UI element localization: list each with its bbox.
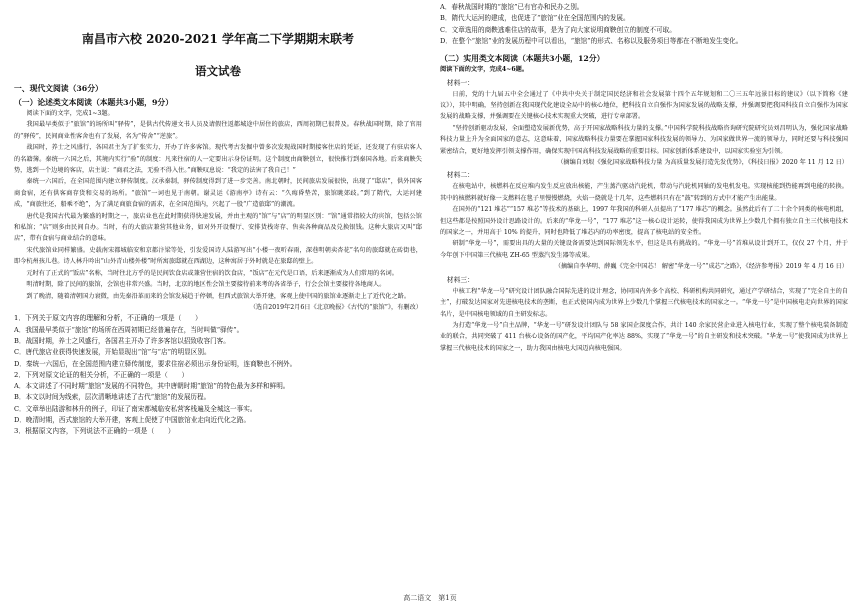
passage-paragraph: 我国最早类似于“旅馆”的场所叫“驿传”，是供古代传递文书人员及请假往返都城途中居住的旅店，西周初期已很普及。春秋战国时期，除了官用的“驿传”，民间商业性客舍也有了发展，名为“传舍”“逆旅”。	[14, 121, 422, 140]
material-paragraph: 日前，党的十九届五中全会通过了《中共中央关于制定国民经济和社会发展第十四个五年规划和二〇三五年远景目标的建议》（以下简称《建议》），其中明确，坚持创新在我国现代化建设全局中的核心地位，把科技自立自强作为国家发展的战略支撑，并强调要把我国科技自立自强作为国家发展的战略支撑，并强调要在关键核心技术实现重大突破，进行专章部署。	[440, 90, 848, 121]
question-1: 1．下列关于原文内容的理解和分析，不正确的一项是（ ）	[14, 314, 202, 323]
passage-paragraph: 唐代是我国古代最为繁盛的时期之一，旅店业也在此时期获得快速发展，并由主观的“馆”与“店”的明显区别：“馆”通常指较大的宾馆，包括公馆和私馆；“店”则多由民间自办。当时，有的大旅店兼营其他业务，如对外开设餐厅、安排货栈寄存、售卖各种商品及兑换银钱。这种大旅店又叫“邸店”，带有食宿与商业结合的意味。	[14, 212, 422, 243]
q2-option-d: D．晚清时期，西式旅馆的大举开建，客观上促使了中国旅馆业走向近代化之路。	[14, 415, 251, 424]
part2-instruction: 阅读下面的文字，完成4~6题。	[440, 66, 529, 74]
q1-option-a: A．我国最早类似于“旅馆”的场所在西周初期已经普遍存在，当时叫做“驿传”。	[14, 325, 244, 334]
page-footer: 高二语文 第1页	[403, 594, 457, 602]
material-1-label: 材料一：	[446, 78, 474, 87]
q1-option-b: B．战国时期，养士之风盛行，各国君主开办了许多客馆以招致收容门客。	[14, 336, 230, 345]
passage-paragraph: 秦统一六国后，在全国范围内建立驿传制度。汉承秦制，驿传制度得到了进一步完善。南北朝时，民间旅店发展很快，出现了“邸店”，供外国客商食宿，还有供客商存货和交易的场所。“旅馆”一词也见于南朝。谢灵运《游南亭》诗有云：“久痗昏垫苦，旅馆眺郊歧。”到了隋代，大运河建成，“商旅往还，船乘不绝”，为了满足商旅食宿的需求，在全国范围内，兴起了一股“广造旅邸”的潮流。	[14, 178, 422, 209]
material-paragraph: 研制“华龙一号”，需要出具的大量的关键设备需要达到国际领先水平，但这是具有挑战的。“华龙一号”首堆从设计到开工，仅仅 27 个月，并于今年创下中国第三代核电 ZH-65 型蒸汽发生器等成果。	[440, 240, 848, 259]
material-paragraph: “坚持创新驱动发展，全面塑造发展新优势，高于开国家战略科技力量的支撑。”中国科学院科技战略咨询研究院研究员刘昌明认为，强化国家战略科技力量上升为全面国家的意志，这意味着，国家战略科技力量要在掌握国家科技发展的领导力、为国家做世界一流的领导力，同时还要与科技强国紧密结合，更好地发挥引领支撑作用，确保实现中国高科技发展战略的重要目标。国家创新体系建设中，以国家实验室为引领。	[440, 124, 848, 155]
part1-heading: （一）论述类文本阅读（本题共3小题，9分）	[14, 98, 173, 107]
material-paragraph: 在核电站中，核燃料在反应堆内发生反应放出核能，产生蒸汽驱动汽轮机，带动与汽轮机同轴的发电机发电。实现核能到热能再到电能的转换。其中的核燃料就好像一支燃料在毯子里慢慢燃烧，火焰一烧就是十几年，这些燃料只有在“鼓”转到的方式中才能产生出能量。	[440, 183, 848, 202]
part1-instruction: 阅读下面的文字，完成1~3题。	[26, 110, 114, 117]
material-2-label: 材料二：	[446, 171, 474, 180]
passage-paragraph: 到了晚清，随着清朝国力衰微，由先秦沿革而来的会馆发展趋于停顿，但西式旅馆大举开建，客观上使中国的旅馆业逐渐走上了近代化之路。	[26, 292, 411, 300]
passage-paragraph: 明清时期，除了民间的旅馆，会馆也非常兴盛。当时，北京的地区性会馆主要接待前来考的各省举子，行会会馆主要接待各地商人。	[26, 281, 386, 289]
passage-source: （选自2019年2月6日《北京晚报》《古代的“旅馆”》，有删改）	[249, 303, 422, 311]
material-paragraph: 中核工程“华龙一号”研究设计团队融合国际先进的设计理念，协同国内外多个高校、科研机构共同研究，通过产学研结合，实现了“完全自主的自主”，打破发达国家对先进核电技术的垄断，也正式使国内成为世界上少数几个掌握三代核电技术的国家之一。“华龙一号”是中国核电走向世界的国家名片，是中国核电领域的自主研发标志。	[440, 287, 848, 318]
material-2-source: （摘编自李华明、薛巍《完全中国芯！ 解密“华龙一号”“成芯”之路》，《经济参考报》2019 年 4 月 16 日）	[554, 263, 848, 271]
question-3: 3．根据原文内容，下列说法不正确的一项是（ ）	[14, 427, 175, 436]
material-3-label: 材料三：	[446, 275, 474, 284]
q2-option-c: C．文章举出陆游和林升的例子，印证了南宋都城临安私营客栈遍及全城这一事实。	[14, 404, 257, 413]
q1-option-d: D．秦统一六国后，在全国范围内建立驿传制度，要求住宿必须出示身份证明，连商鞅也不例外。	[14, 359, 297, 368]
q3-option-c: C．文章选用的商鞅逃难住店的故事，是为了向大家说明商鞅创立的制度不可取。	[440, 25, 676, 34]
material-paragraph: 在国外的“121 堆芯”“157 堆芯”等技术的基础上，1997 年我国的科研人员提出了“177 堆芯”的概念。虽然此后有了二十余个同类的核电机组，但这些都是按照国外设计思路设计的。后来的“华龙一号”，“177 堆芯”这一核心设计运转，使得我国成为世界上少数几个拥有独立自主三代核电技术的国家之一，并用高于 10% 的提升，同时也降低了堆芯内的功率密度，提高了核电站的安全性。	[440, 206, 848, 237]
exam-title: 南昌市六校 2020-2021 学年高二下学期期末联考	[81, 32, 355, 46]
exam-subtitle: 语文试卷	[195, 64, 241, 78]
q1-option-c: C．唐代旅店业获得快速发展，开始显现出“馆”与“店”的明显区别。	[14, 348, 211, 357]
left-column	[14, 0, 422, 600]
question-2: 2．下列对原文论证的相关分析，不正确的一项是（ ）	[14, 370, 189, 379]
q2-option-b: B．本文以时间为线索，层次清晰地讲述了古代“旅馆”的发展历程。	[14, 393, 211, 402]
q2-option-a: A．本文讲述了不同时期“旅馆”发展的不同特色，其中唐朝时期“旅馆”的特色最为多样和鲜明。	[14, 382, 290, 391]
passage-paragraph: 元时有了正式的“饭店”名称，当时往北方乎的是民间饮食店或兼营住宿的饮食店，“饭店”在元代是口语，后来逐渐成为人们常用的名词。	[26, 269, 398, 277]
passage-paragraph: 宋代旅馆业同样繁盛。史载南宋都城临安和京都汴梁等处，引发爱国诗人陆游写出“小楼一夜听春雨，深巷明朝卖杏花”名句的旅邸就在砖街巷，即今杭州孩儿巷。诗人林升吟出“山外青山楼外楼”时所寓旅邸就在西湖边，这种寓居于外时就是在旅邸的壁上。	[14, 246, 422, 266]
q3-option-d: D．在整个“旅馆”业的发展历程中可以看出，“旅馆”的形式、名称以及服务项目等都在不断地发生变化。	[440, 36, 743, 45]
material-paragraph: 为打造“华龙一号”自主品牌，“华龙一号”研发设计团队与 58 家国企深度合作，共计 140 余家民营企业进入核电行业，实现了整个核电装备制造业的联合，共同突破了 411 台核心设备的国产化，平均国产化率达 88%，实现了“华龙一号”的自主研发和技术突破。“华龙一号”使我国成为世界上掌握三代核电技术的国家之一，助力我国由核电大国迈向核电强国。	[440, 321, 848, 352]
q3-option-a: A．春秋战国时期的“旅馆”已有官办和民办之别。	[440, 3, 584, 11]
q3-option-b: B．隋代大运河的建成，也促进了“旅馆”业在全国范围内的发展。	[440, 14, 630, 23]
right-column	[440, 0, 848, 600]
material-1-source: （摘编自刘垠《强化国家战略科技力量 为高质量发展打造先发优势》，《科技日报》2020 年 11 月 12 日）	[557, 159, 848, 167]
passage-paragraph: 战国时，养士之风盛行，各国君主为了扩张实力，开办了许多客馆。现代考古发掘中曾多次发现战国时期接客住店的凭证，还发现了有驻店客人的名籍簿。秦统一六国之后，其境内实行“验”的制度：凡来往宿的人一定要出示身份证明。这个制度由商鞅创立，很快推行到秦国各地。后来商鞅失势，逃到一个边境的客店，店主说：“商君之法，无验不得入住。”商鞅叹息说：“我定的法害了我自己！”	[14, 144, 422, 175]
section-heading: 一、现代文阅读（36分）	[14, 84, 103, 93]
part2-heading: （二）实用类文本阅读（本题共3小题，12分）	[440, 54, 605, 64]
